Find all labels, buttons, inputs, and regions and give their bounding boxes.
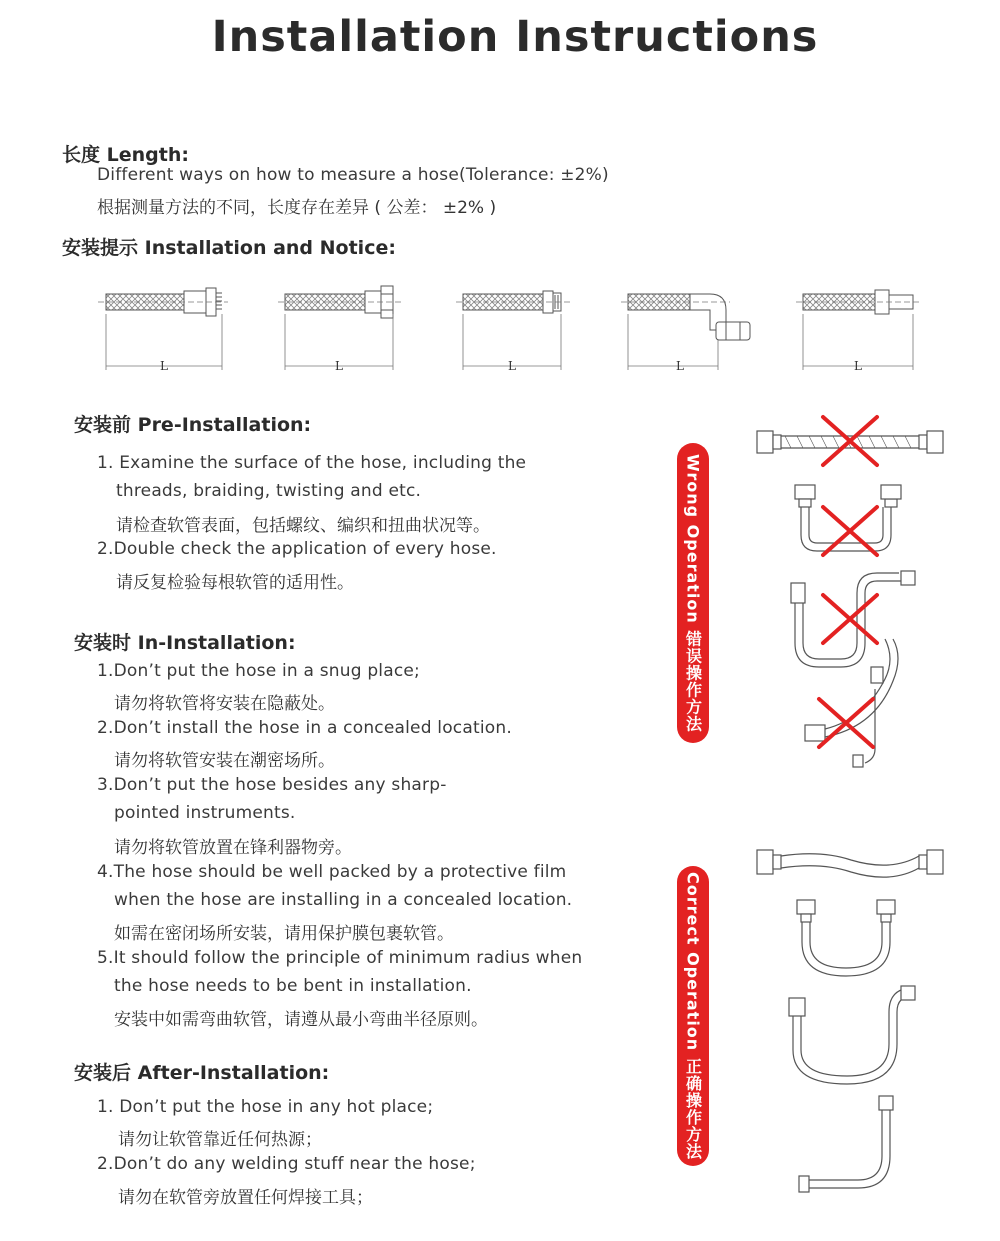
in-installation-heading	[74, 628, 296, 655]
hose-diagram-1	[98, 288, 228, 373]
pre-item-2-line-1: 2.Double check the application of every hose.	[97, 539, 497, 559]
cross-icon-2	[823, 507, 877, 555]
in-item-3-cn: 请勿将软管放置在锋利器物旁。	[114, 838, 352, 858]
in-item-5-line-1: 5.It should follow the principle of minimum radius when	[97, 948, 583, 968]
length-label-1: L	[160, 359, 168, 373]
after-item-1-cn: 请勿让软管靠近任何热源；	[118, 1130, 322, 1150]
hose-diagram-3	[456, 291, 570, 373]
wrong-operation-illustrations	[745, 405, 955, 790]
after-item-1-line-1: 1. Don’t put the hose in any hot place;	[97, 1097, 434, 1117]
correct-operation-illustrations	[745, 840, 955, 1200]
in-item-4-line-1: 4.The hose should be well packed by a protective film	[97, 862, 567, 882]
in-item-2-line-1: 2.Don’t install the hose in a concealed location.	[97, 718, 512, 738]
length-label-2: L	[335, 359, 343, 373]
in-heading-cn: 安装时	[74, 632, 132, 654]
length-label-3: L	[508, 359, 516, 373]
after-installation-heading	[74, 1058, 329, 1085]
wrong-tight-u-bend	[795, 485, 901, 551]
after-heading-cn: 安装后	[74, 1062, 132, 1084]
wrong-operation-label: Wrong Operation 错误操作方法	[677, 443, 709, 743]
in-item-4-line-2: when the hose are installing in a concealed location.	[114, 890, 573, 910]
notice-heading-en: Installation and Notice:	[144, 237, 396, 259]
length-heading-cn: 长度	[62, 144, 101, 166]
length-heading	[62, 140, 189, 167]
length-line-en: Different ways on how to measure a hose(Tolerance: ±2%)	[97, 165, 609, 185]
in-item-1-line-1: 1.Don’t put the hose in a snug place;	[97, 661, 420, 681]
in-item-1-cn: 请勿将软管将安装在隐蔽处。	[114, 694, 335, 714]
notice-heading-cn: 安装提示	[62, 237, 139, 259]
measurement-diagrams	[90, 278, 940, 378]
in-item-5-line-2: the hose needs to be bent in installation.	[114, 976, 472, 996]
correct-u-with-elbow	[789, 986, 915, 1084]
pre-item-1-cn: 请检查软管表面，包括螺纹、编织和扭曲状况等。	[116, 516, 490, 536]
in-item-5-cn: 安装中如需弯曲软管，请遵从最小弯曲半径原则。	[114, 1010, 488, 1030]
in-item-2-cn: 请勿将软管安装在潮密场所。	[114, 751, 335, 771]
in-item-4-cn: 如需在密闭场所安装，请用保护膜包裹软管。	[114, 924, 454, 944]
correct-l-bend	[799, 1096, 893, 1192]
hose-diagram-5	[796, 290, 922, 373]
in-heading-en: In-Installation:	[137, 632, 296, 654]
after-item-2-line-1: 2.Don’t do any welding stuff near the hose;	[97, 1154, 476, 1174]
length-label-5: L	[854, 359, 862, 373]
after-item-2-cn: 请勿在软管旁放置任何焊接工具；	[118, 1188, 373, 1208]
pre-item-2-cn: 请反复检验每根软管的适用性。	[116, 573, 354, 593]
correct-u-bend	[797, 900, 895, 976]
hose-diagram-2	[278, 286, 402, 373]
page-title: Installation Instructions	[211, 12, 819, 62]
cross-icon-1	[823, 417, 877, 465]
in-item-3-line-1: 3.Don’t put the hose besides any sharp-	[97, 775, 447, 795]
length-line-cn: 根据测量方法的不同，长度存在差异 ( 公差： ±2% )	[97, 198, 497, 218]
correct-slack-hose	[757, 850, 943, 877]
pre-installation-heading	[74, 410, 311, 437]
correct-operation-label: Correct Operation 正确操作方法	[677, 866, 709, 1166]
pre-item-1-line-1: 1. Examine the surface of the hose, including the	[97, 453, 527, 473]
pre-heading-en: Pre-Installation:	[137, 414, 312, 436]
notice-heading	[62, 233, 396, 260]
in-item-3-line-2: pointed instruments.	[114, 803, 296, 823]
pre-heading-cn: 安装前	[74, 414, 132, 436]
length-heading-en: Length:	[106, 144, 189, 166]
after-heading-en: After-Installation:	[137, 1062, 330, 1084]
pre-item-1-line-2: threads, braiding, twisting and etc.	[116, 481, 422, 501]
cross-icon-4	[819, 699, 873, 747]
wrong-cross-marks	[819, 417, 877, 747]
hose-diagram-4	[621, 294, 750, 373]
length-label-4: L	[676, 359, 684, 373]
cross-icon-3	[823, 595, 877, 643]
